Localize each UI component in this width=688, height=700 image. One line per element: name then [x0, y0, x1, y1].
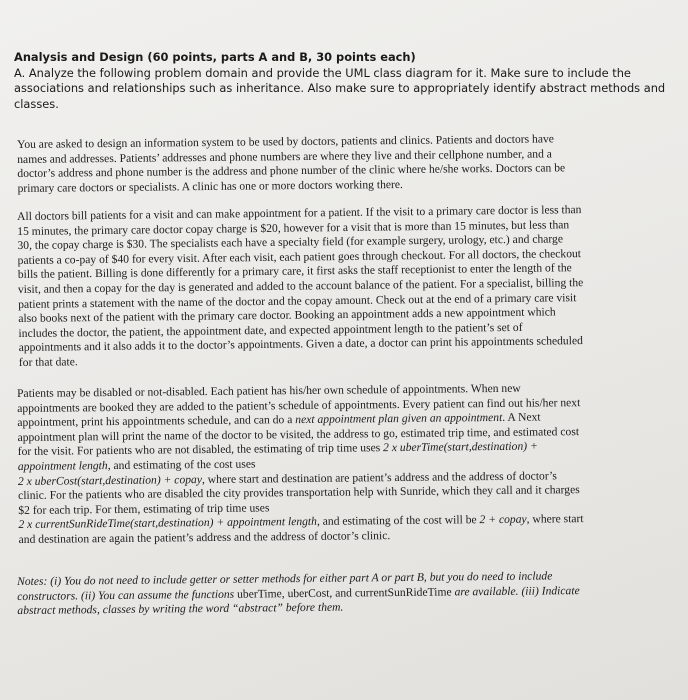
- heading-line-1: A. Analyze the following problem domain and provide the UML class diagram for it. Make sure to include the: [14, 65, 631, 80]
- text-line: You are asked to design an information system to be used by doctors, patients and clinics. Patients and doctors have: [17, 132, 554, 151]
- text-run: appointment, print his appointments schedule, and can do a: [17, 413, 296, 430]
- text-line: primary care doctors or specialists. A clinic has one or more doctors working there.: [17, 177, 403, 195]
- text-line: names and addresses. Patients’ addresses and phone numbers are where they live and their cellphone number, and a: [17, 146, 552, 166]
- paragraph-patients: [17, 380, 659, 547]
- text-line: doctor’s address and phone number is the address and phone number of the clinic where he/she works. Doctors can be: [17, 161, 566, 181]
- text-line: for that date.: [18, 355, 78, 369]
- italic-formula: 2 + copay: [479, 513, 527, 527]
- text-line: Patients may be disabled or not-disabled. Each patient has his/her own schedule of appointments. When new: [17, 381, 521, 400]
- heading-line-2: associations and relationships such as inheritance. Also make sure to appropriately identify abstract methods and: [14, 81, 666, 95]
- notes-line: Notes: (i) You do not need to include getter or setter methods for either part A or part B, but you do need to include: [17, 569, 553, 588]
- text-run: , where start and destination are patient’s address and the address of doctor’s: [201, 468, 557, 486]
- text-line: includes the doctor, the patient, the appointment date, and expected appointment length to the patient’s set of: [18, 320, 523, 340]
- text-run: , and estimating of the cost uses: [107, 457, 256, 473]
- italic-formula: appointment length: [17, 459, 108, 473]
- paragraph-billing: [17, 202, 659, 370]
- notes-line: abstract methods, classes by writing the word “abstract” before them.: [17, 600, 344, 618]
- text-line: All doctors bill patients for a visit and can make appointment for a patient. If the visit to a primary care doctor is less than: [17, 203, 582, 223]
- text-line: bills the patient. Billing is done differently for a primary care, it first asks the staff receptionist to enter the length of the: [17, 261, 572, 282]
- text-line: clinic. For the patients who are disabled the city provides transportation help with Sunride, which they call and it charges: [18, 483, 580, 503]
- text-line: appointment plan will print the name of the doctor to be visited, the address to go, estimated trip time, and estimated cost: [17, 424, 580, 444]
- text-line: appointments are booked they are added to the patient’s schedule of appointments. Every patient can find out his/her next: [17, 395, 581, 415]
- text-line: $2 for each trip. For them, estimating of trip time uses: [18, 501, 270, 517]
- assignment-heading: [14, 50, 674, 112]
- italic-term: next appointment plan given an appointment: [295, 411, 503, 427]
- heading-line-3: classes.: [14, 96, 59, 111]
- notes-section: [17, 568, 657, 618]
- function-names: uberTime, uberCost, and currentSunRideTime: [237, 585, 452, 601]
- text-line: also books next of the patient with the primary care doctor. Booking an appointment adds a new appointment which: [18, 305, 556, 326]
- text-run: , and estimating of the cost will be: [316, 513, 480, 529]
- text-line: patient prints a statement with the name of the doctor and the copay amount. Check out at the end of a primary care visit: [18, 290, 577, 311]
- italic-formula: 2 x uberCost(start,destination) + copay: [17, 472, 203, 488]
- text-run: are available. (iii) Indicate: [451, 583, 580, 599]
- italic-formula: 2 x currentSunRideTime(start,destination) + appointment length: [18, 515, 317, 532]
- section-title: Analysis and Design (60 points, parts A and B, 30 points each): [14, 50, 416, 64]
- text-line: patients a co-pay of $40 for every visit. After each visit, each patient goes through checkout. For all doctors, the checkout: [17, 246, 582, 267]
- paragraph-overview: [17, 131, 658, 196]
- text-run: for the visit. For patients who are not disabled, the estimating of trip time uses: [17, 441, 384, 459]
- text-line: appointments and it also adds it to the doctor’s appointments. Given a date, a doctor can print his appointments scheduled: [18, 334, 583, 355]
- text-line: 30, the copay charge is $30. The specialists each have a specialty field (for example surgery, urology, etc.) and charge: [17, 232, 564, 253]
- text-line: visit, and then a copay for the day is generated and added to the account balance of the patient. For a specialist, billing the: [17, 276, 584, 296]
- italic-formula: 2 x uberTime(start,destination) +: [383, 439, 538, 455]
- text-run: . A Next: [502, 410, 541, 425]
- text-run: constructors. (ii) You can assume the functions: [17, 587, 238, 603]
- text-line: 15 minutes, the primary care doctor copay charge is $20, however for a visit that is more than 15 minutes, but less than: [17, 217, 570, 238]
- text-run: , where start: [526, 512, 584, 527]
- text-line: and destination are again the patient’s address and the address of doctor’s clinic.: [18, 529, 391, 546]
